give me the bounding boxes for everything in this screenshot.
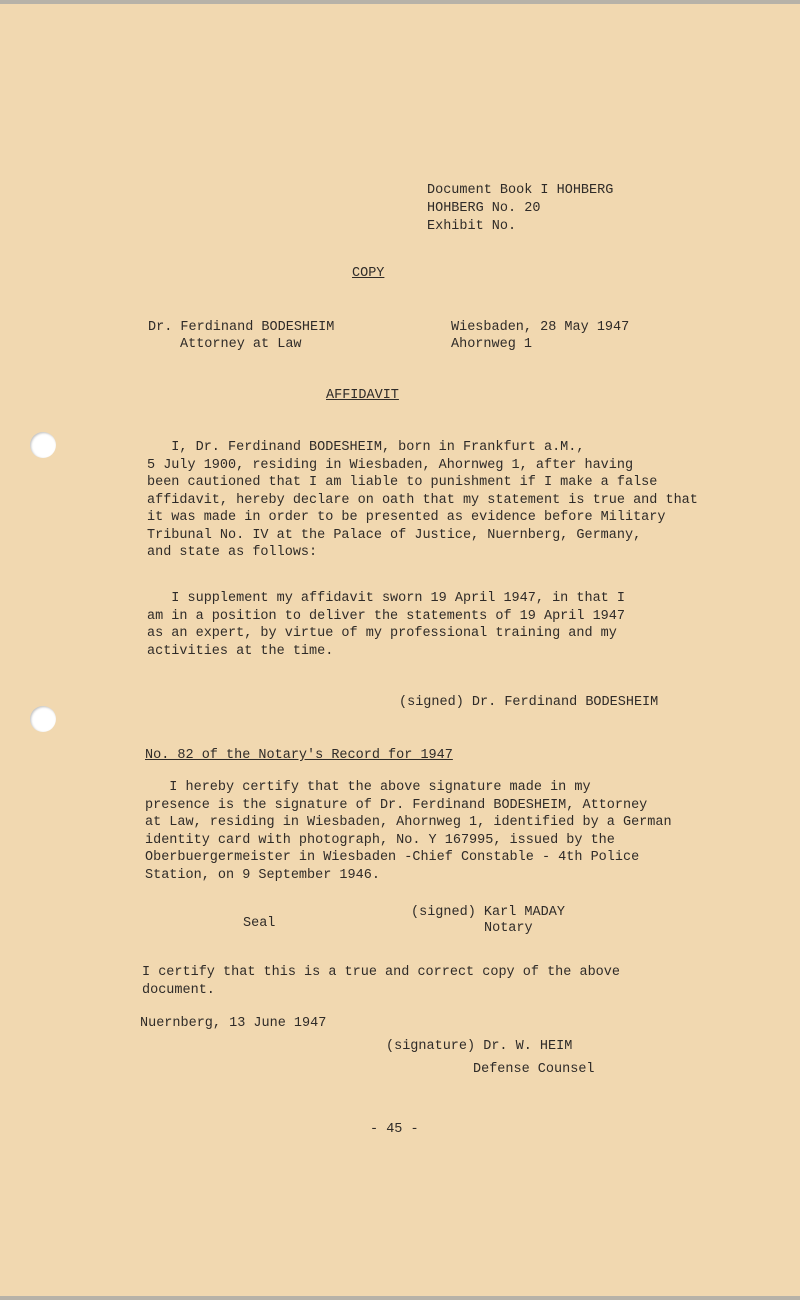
author-name: Dr. Ferdinand BODESHEIM xyxy=(148,320,335,335)
notary-title: Notary xyxy=(484,921,533,936)
notary-record-heading: No. 82 of the Notary's Record for 1947 xyxy=(145,748,453,763)
notary-line: Oberbuergermeister in Wiesbaden -Chief Constable - 4th Police xyxy=(145,850,640,865)
doc-book-line: Document Book I HOHBERG xyxy=(427,183,614,198)
copy-label: COPY xyxy=(352,266,385,281)
statement-line: as an expert, by virtue of my professional training and my xyxy=(147,626,617,641)
affidavit-heading: AFFIDAVIT xyxy=(326,388,399,403)
exhibit-number-line: HOHBERG No. 20 xyxy=(427,201,541,216)
punch-hole-bottom xyxy=(30,706,56,732)
intro-line: it was made in order to be presented as evidence before Military xyxy=(147,510,666,525)
author-title: Attorney at Law xyxy=(180,337,302,352)
intro-line: 5 July 1900, residing in Wiesbaden, Ahornweg 1, after having xyxy=(147,457,634,473)
certify-line: I certify that this is a true and correct copy of the above xyxy=(142,965,620,980)
exhibit-line: Exhibit No. xyxy=(427,219,517,234)
statement-line: I supplement my affidavit sworn 19 April 1947, in that I xyxy=(147,591,625,606)
counsel-signature: (signature) Dr. W. HEIM xyxy=(386,1039,573,1054)
intro-paragraph xyxy=(147,439,698,562)
place-date: Wiesbaden, 28 May 1947 xyxy=(451,320,630,335)
certify-line: document. xyxy=(142,982,215,998)
notary-paragraph xyxy=(145,779,672,884)
statement-line: activities at the time. xyxy=(147,643,334,659)
punch-hole-top xyxy=(30,432,56,458)
notary-line: identity card with photograph, No. Y 167995, issued by the xyxy=(145,832,615,848)
certify-paragraph xyxy=(142,964,620,999)
intro-line: and state as follows: xyxy=(147,545,318,560)
page-number: - 45 - xyxy=(370,1122,419,1137)
notary-signature: (signed) Karl MADAY xyxy=(411,905,565,920)
intro-line: affidavit, hereby declare on oath that my statement is true and that xyxy=(147,492,698,508)
author-address: Ahornweg 1 xyxy=(451,337,533,352)
notary-line: Station, on 9 September 1946. xyxy=(145,867,380,883)
statement-paragraph xyxy=(147,590,625,660)
document-page xyxy=(0,4,800,1296)
intro-line: I, Dr. Ferdinand BODESHEIM, born in Frankfurt a.M., xyxy=(147,440,585,455)
notary-line: presence is the signature of Dr. Ferdinand BODESHEIM, Attorney xyxy=(145,797,648,813)
intro-line: been cautioned that I am liable to punishment if I make a false xyxy=(147,475,658,490)
place-date-nuernberg: Nuernberg, 13 June 1947 xyxy=(140,1016,327,1031)
intro-line: Tribunal No. IV at the Palace of Justice, Nuernberg, Germany, xyxy=(147,527,642,543)
notary-line: at Law, residing in Wiesbaden, Ahornweg 1, identified by a German xyxy=(145,815,672,830)
affiant-signature: (signed) Dr. Ferdinand BODESHEIM xyxy=(399,695,659,710)
seal-label: Seal xyxy=(243,916,276,931)
notary-line: I hereby certify that the above signature made in my xyxy=(145,780,591,795)
counsel-title: Defense Counsel xyxy=(473,1062,595,1077)
statement-line: am in a position to deliver the statements of 19 April 1947 xyxy=(147,608,625,624)
